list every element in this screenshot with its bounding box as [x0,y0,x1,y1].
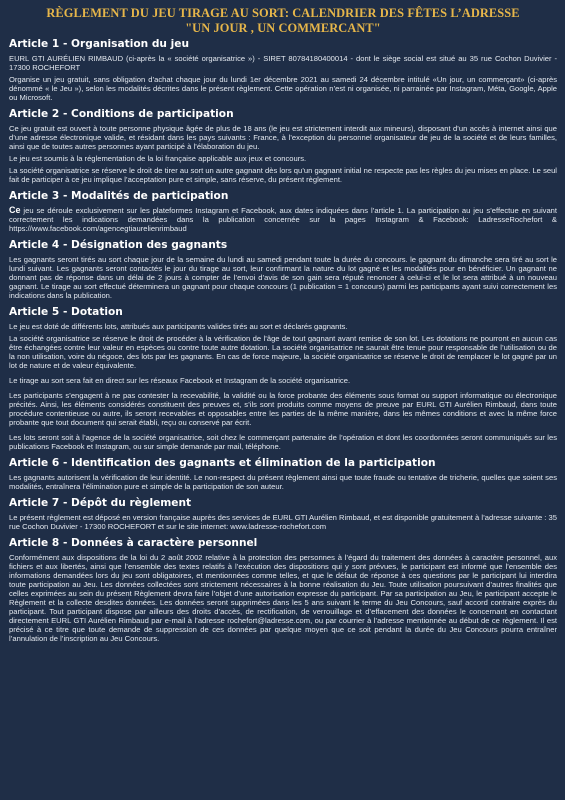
paragraph-text: jeu se déroule exclusivement sur les plateformes Instagram et Facebook, aux dates indiquées dans l’article 1. La participation au jeu s’effectue en suivant correctement les indications demandées dans la publication concernée sur la pages Instagram & Facebook: LadresseRochefort & https://www.facebook.com/agencegtiaurelienrimbaud [9,206,557,233]
title-line-2: "UN JOUR , UN COMMERCANT" [185,21,381,35]
article-heading: Article 3 - Modalités de participation [9,190,229,202]
article-paragraph: Le présent règlement est déposé en version française auprès des services de EURL GTI Aurélien Rimbaud, et est disponible gratuitement à l’adresse suivante : 35 rue Cochon Duvivier - 17300 ROCHEFORT et sur le site internet: www.ladresse-rochefort.com [9,513,557,531]
article-heading: Article 1 - Organisation du jeu [9,38,190,50]
article-paragraph [9,206,557,233]
lead-word: Ce [9,205,21,215]
article-paragraph: Conformément aux dispositions de la loi du 2 août 2002 relative à la protection des personnes à l’égard du traitement des données à caractère personnel, aux fichiers et aux libertés, ainsi que l’ensemble des textes relatifs à l’exécution des dispositions qui y sont prévues, le participant est informé que l’ensemble des informations demandées lors du jeu sont obligatoires, et mentionnées comme telles, et que le défaut de réponse à ces questions par le participant lui interdira toute participation au Jeu. Les données collectées sont strictement nécessaires à la bonne réalisation du Jeu. Toute utilisation poursuivant d’autres finalités que celles exprimées au sein du présent Règlement devra faire l’objet d’une autorisation expresse du participant. Par sa participation au Jeu, le participant accepte le Règlement et la collecte desdites données. Les données seront supprimées dans les 5 ans suivant le terme du Jeu Concours, sauf accord contraire exprès du participant. Tout participant dispose par ailleurs des droits d’accès, de rectification, de verrouillage et d’effacement des données le concernant en contactant directement EURL GTI Aurélien Rimbaud par e-mail à l’adresse rochefort@ladresse.com, ou par courrier à l’adresse mentionnée au début de ce règlement. Il est précisé à ce titre que toute demande de suppression de ces données par quelque moyen que ce soit pendant la durée du Jeu Concours pourra entraîner l’annulation de l’inscription au Jeu Concours. [9,553,557,643]
article-7 [9,497,557,531]
article-8 [9,537,557,643]
article-paragraph: Les gagnants autorisent la vérification de leur identité. Le non-respect du présent règlement ainsi que toute fraude ou tentative de tricherie, quelles que soient ses modalités, entraînera l’élimination pure et simple de la participation de son auteur. [9,473,557,491]
document-title [9,6,557,36]
article-paragraph: EURL GTI AURÉLIEN RIMBAUD (ci-après la « société organisatrice ») - SIRET 80784180400014 - dont le siège social est situé au 35 rue Cochon Duvivier - 17300 ROCHEFORT [9,54,557,72]
article-6 [9,457,557,491]
article-paragraph: Les gagnants seront tirés au sort chaque jour de la semaine du lundi au samedi pendant toute la durée du concours. le gagnant du dimanche sera tiré au sort le lundi suivant. Les gagnants seront contactés le jour du tirage au sort, leur confirmant la nature du lot gagné et les modalités pour en bénéficier. Un gagnant ne donnant pas de réponse dans un délai de 2 jours à compter de l’envoi d’avis de son gain sera réputé renoncer à celui-ci et le lot sera attribué à un nouveau gagnant. Le tirage au sort effectué déterminera un gagnant pour chaque concours (1 publication = 1 concours) parmi les participants ayant suivi correctement les indications dans la publication. [9,255,557,300]
article-2 [9,108,557,184]
article-paragraph: La société organisatrice se réserve le droit de tirer au sort un autre gagnant dès lors qu’un gagnant initial ne respecte pas les règles du jeu mises en place. Le seul fait de participer à ce jeu implique l’acceptation pure et simple, sans réserve, du présent règlement. [9,166,557,184]
article-1 [9,38,557,102]
article-paragraph: Le jeu est doté de différents lots, attribués aux participants valides tirés au sort et déclarés gagnants. [9,322,348,331]
article-paragraph: Les lots seront soit à l’agence de la société organisatrice, soit chez le commerçant partenaire de l’opération et dont les coordonnées seront communiqués sur les publications Facebook et Instagram, ou sur simple demande par mail, téléphone. [9,433,557,451]
article-4 [9,239,557,300]
article-paragraph: Les participants s’engagent à ne pas contester la recevabilité, la validité ou la force probante des éléments sous format ou support informatique ou électronique précités. Ainsi, les éléments considérés constituent des preuves et, s’ils sont produits comme moyens de preuve par EURL GTI Aurélien Rimbaud, dans toute procédure contentieuse ou autre, ils seront recevables et opposables entre les parties de la même manière, dans les mêmes conditions et avec la même force probante que tout document qui serait établi, reçu ou conservé par écrit. [9,391,557,427]
article-heading: Article 2 - Conditions de participation [9,108,234,120]
article-heading: Article 5 - Dotation [9,306,123,318]
article-paragraph: La société organisatrice se réserve le droit de procéder à la vérification de l’âge de tout gagnant avant remise de son lot. Les dotations ne pourront en aucun cas être échangées contre leur valeur en espèces ou contre toute autre dotation. La société organisatrice ne saurait être tenue pour responsable de l’utilisation ou de la non utilisation, voire du négoce, des lots par les gagnants. En cas de force majeure, la société organisatrice se réserve le droit de remplacer le lot gagné par un lot de nature et de valeur équivalente. [9,334,557,370]
article-paragraph: Le jeu est soumis à la réglementation de la loi française applicable aux jeux et concours. [9,154,307,163]
title-line-1: RÈGLEMENT DU JEU TIRAGE AU SORT: CALENDRIER DES FÊTES L’ADRESSE [46,6,520,20]
article-paragraph: Ce jeu gratuit est ouvert à toute personne physique âgée de plus de 18 ans (le jeu est strictement interdit aux mineurs), disposant d’un accès à internet ainsi que d’une adresse électronique valide, et résidant dans les pays suivants : France, à l’exception du personnel organisateur de jeu de la société et de leurs familles, ainsi que de toutes autres personnes ayant participé à l’élaboration du jeu. [9,124,557,151]
article-3 [9,190,557,233]
article-5 [9,306,557,451]
article-heading: Article 6 - Identification des gagnants et élimination de la participation [9,457,436,469]
article-paragraph: Le tirage au sort sera fait en direct sur les réseaux Facebook et Instagram de la société organisatrice. [9,376,351,385]
article-heading: Article 7 - Dépôt du règlement [9,497,192,509]
article-heading: Article 4 - Désignation des gagnants [9,239,228,251]
article-heading: Article 8 - Données à caractère personnel [9,537,258,549]
article-paragraph: Organise un jeu gratuit, sans obligation d’achat chaque jour du lundi 1er décembre 2021 au samedi 24 décembre intitulé «Un jour, un commerçant» (ci-après dénommé « le Jeu »), selon les modalités décrites dans le présent règlement. Cette opération n’est ni organisée, ni parrainée par Instagram, Méta, Google, Apple ou Microsoft. [9,75,557,102]
